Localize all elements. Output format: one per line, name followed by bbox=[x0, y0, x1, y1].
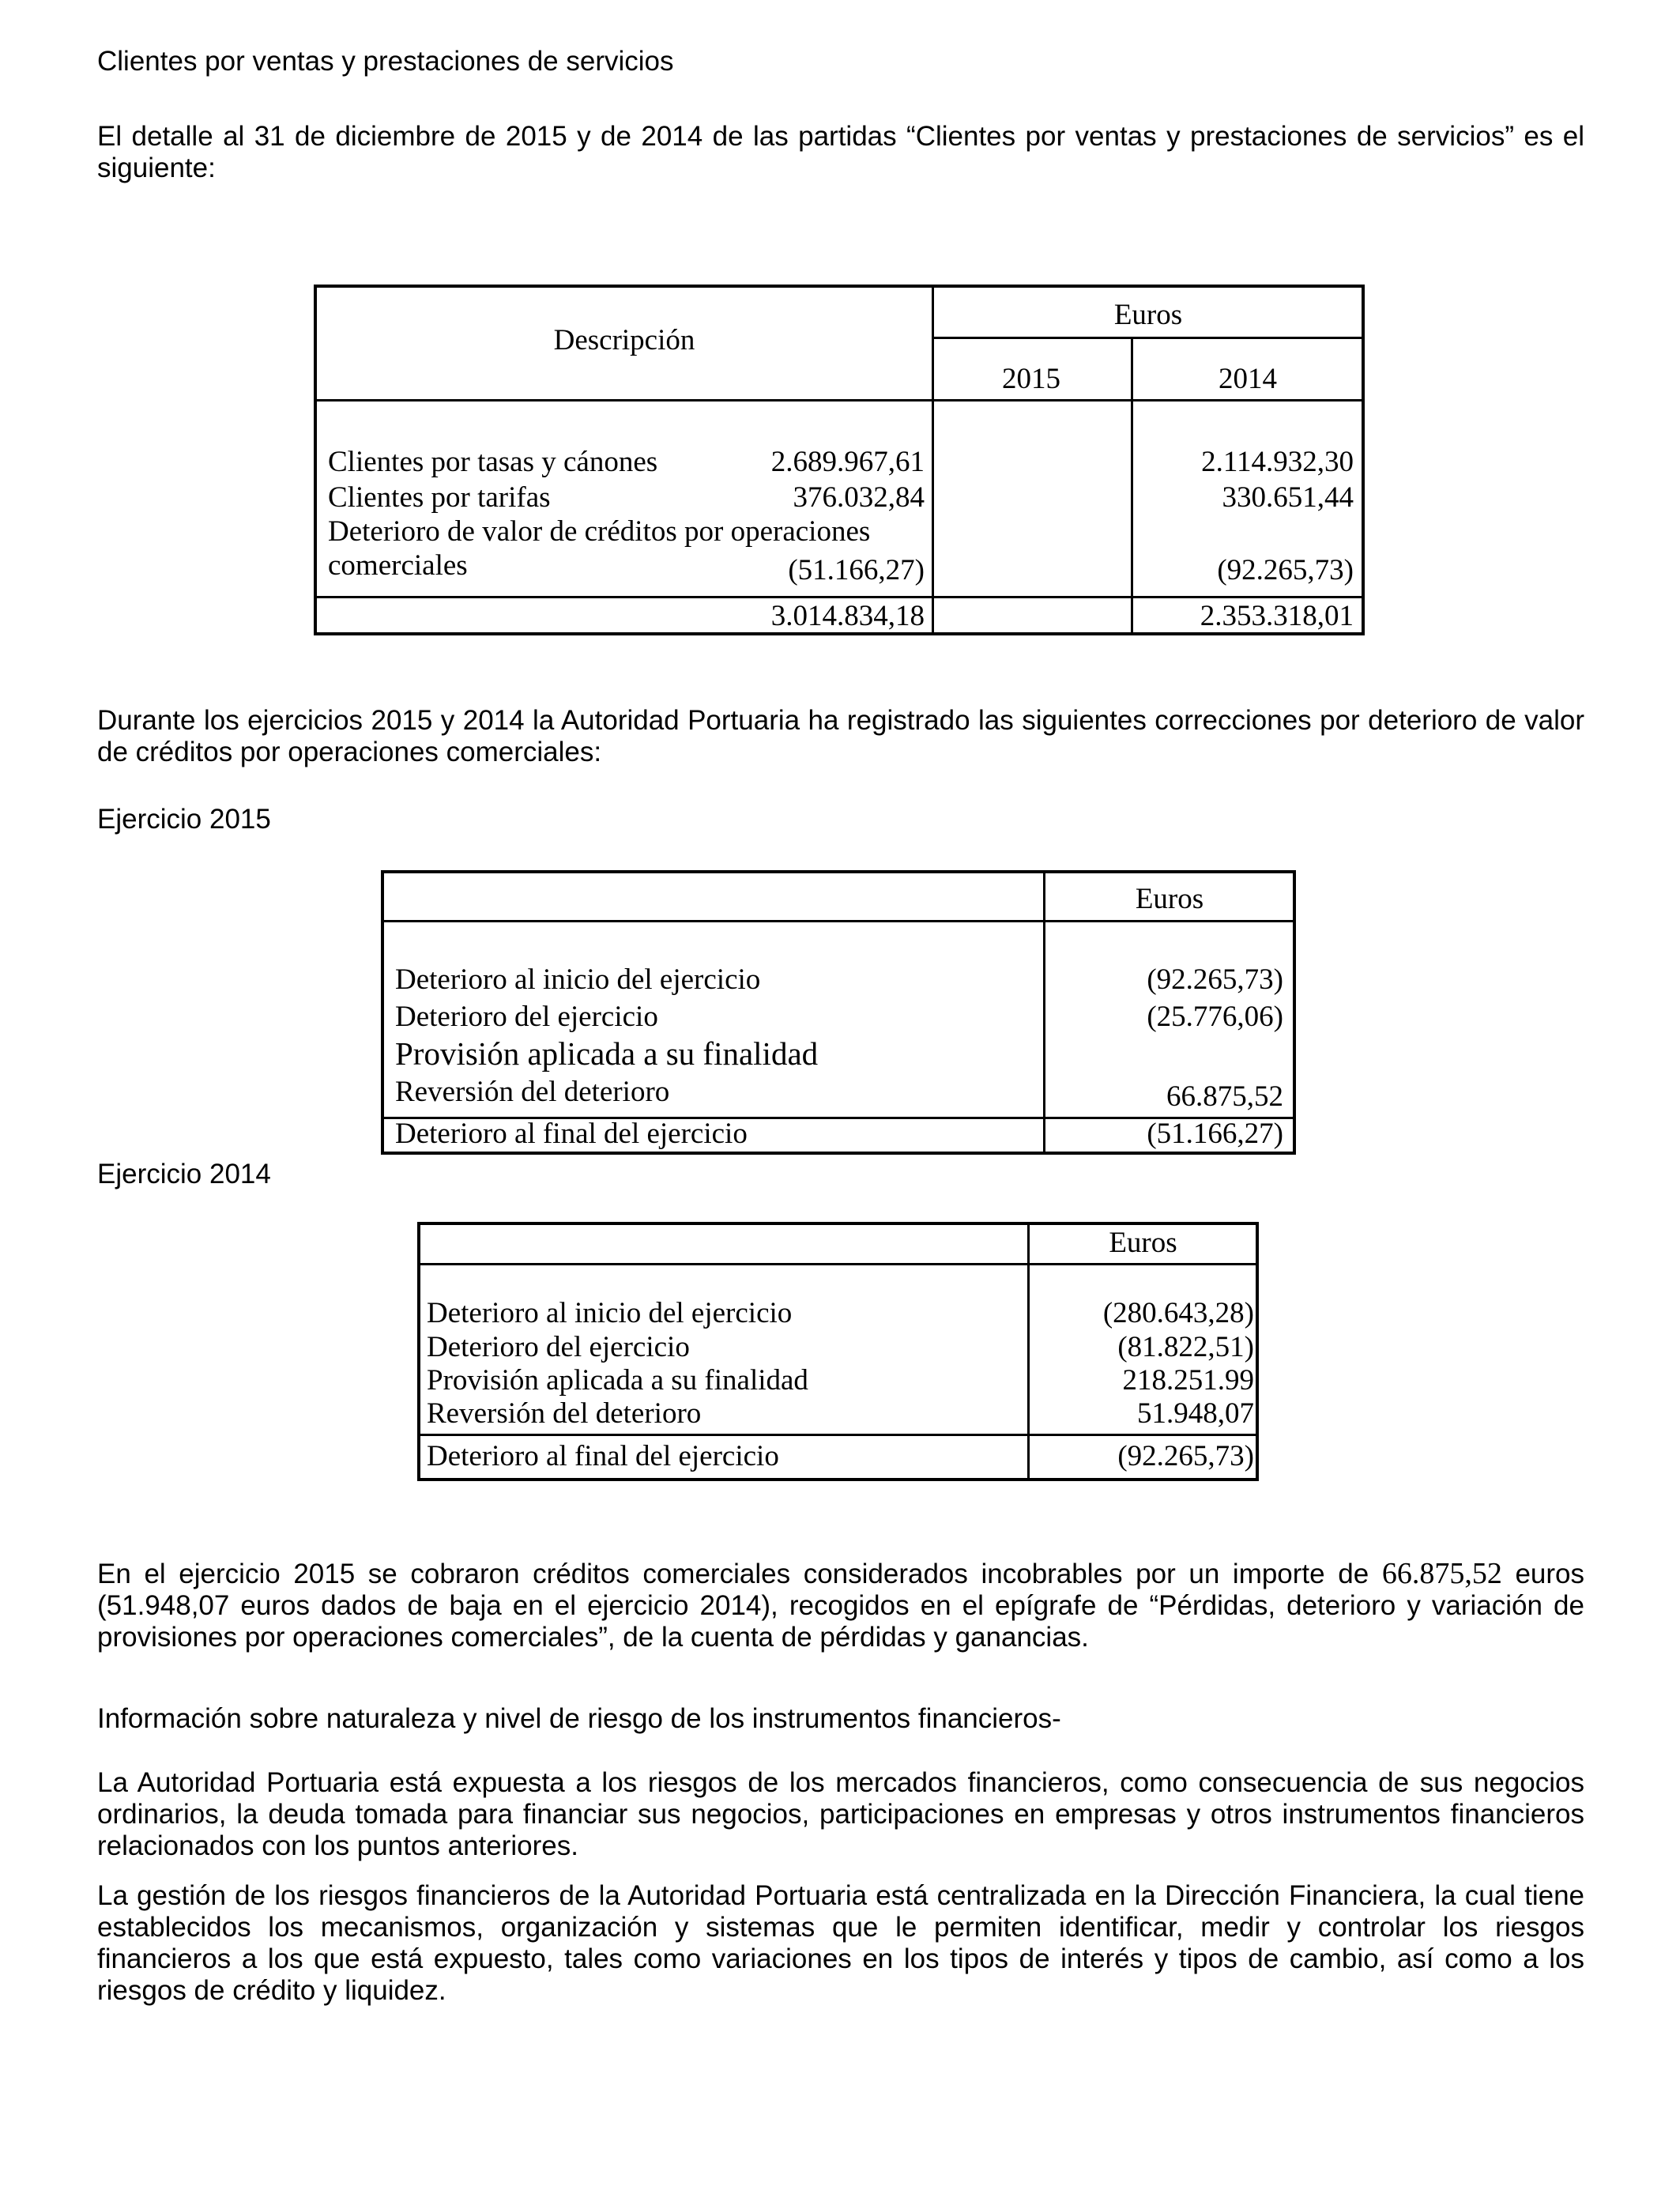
final-label: Deterioro al final del ejercicio bbox=[427, 1440, 779, 1472]
cell-2015: 2.689.967,61 bbox=[770, 446, 925, 478]
cell-2015: (51.166,27) bbox=[788, 554, 925, 586]
ejercicio-2014-title: Ejercicio 2014 bbox=[97, 1159, 271, 1189]
cell-2015: 376.032,84 bbox=[793, 481, 925, 514]
paragraph-mercados: La Autoridad Portuaria está expuesta a los riesgos de los mercados financieros, como consecuencia de sus negocios ordinarios, la deuda tomada para financiar sus negocios, participaciones en empresas y otros instrumentos financieros relacionados con los puntos anteriores. bbox=[97, 1767, 1584, 1861]
paragraph-correcciones: Durante los ejercicios 2015 y 2014 la Autoridad Portuaria ha registrado las siguientes correcciones por deterioro de valor de créditos por operaciones comerciales: bbox=[97, 705, 1584, 767]
row-value: 51.948,07 bbox=[1137, 1397, 1254, 1430]
section-heading: Clientes por ventas y prestaciones de servicios bbox=[97, 46, 674, 77]
intro-paragraph: El detalle al 31 de diciembre de 2015 y de 2014 de las partidas “Clientes por ventas y prestaciones de servicios” es el siguiente: bbox=[97, 121, 1584, 183]
final-value: (92.265,73) bbox=[1117, 1440, 1254, 1472]
row-label: Provisión aplicada a su finalidad bbox=[395, 1035, 819, 1072]
row-value: (81.822,51) bbox=[1117, 1331, 1254, 1363]
header-euros: Euros bbox=[1109, 1227, 1177, 1259]
cell-2014: 330.651,44 bbox=[1222, 481, 1354, 514]
para3-text-a: En el ejercicio 2015 se cobraron créditos comerciales considerados incobrables por un importe de bbox=[97, 1559, 1382, 1589]
row-value: (25.776,06) bbox=[1147, 1001, 1283, 1033]
row-label: Provisión aplicada a su finalidad bbox=[427, 1364, 808, 1397]
clientes-table bbox=[314, 285, 1365, 635]
row-value: (92.265,73) bbox=[1147, 963, 1283, 996]
header-2014: 2014 bbox=[1219, 363, 1277, 395]
paragraph-gestion: La gestión de los riesgos financieros de la Autoridad Portuaria está centralizada en la Dirección Financiera, la cual tiene establecidos los mecanismos, organización y sistemas que le permiten identificar, medir y controlar los riesgos financieros a los que está expuesto, tales como variaciones en los tipos de interés y tipos de cambio, así como a los riesgos de crédito y liquidez. bbox=[97, 1880, 1584, 2006]
row-label: Reversión del deterioro bbox=[427, 1397, 702, 1430]
ejercicio-2015-title: Ejercicio 2015 bbox=[97, 804, 271, 835]
row-label: Reversión del deterioro bbox=[395, 1076, 670, 1108]
row-value: 218.251.99 bbox=[1122, 1364, 1254, 1397]
ejercicio-2015-table bbox=[381, 870, 1296, 1155]
final-label: Deterioro al final del ejercicio bbox=[395, 1118, 748, 1150]
paragraph-riesgo-heading: Información sobre naturaleza y nivel de riesgo de los instrumentos financieros- bbox=[97, 1703, 1061, 1734]
cell-2014: 2.114.932,30 bbox=[1201, 446, 1354, 478]
row-label: Deterioro del ejercicio bbox=[395, 1001, 658, 1033]
header-euros: Euros bbox=[1113, 299, 1183, 331]
header-2015: 2015 bbox=[1002, 363, 1060, 395]
row-label: Deterioro del ejercicio bbox=[427, 1331, 690, 1363]
total-2015: 3.014.834,18 bbox=[770, 600, 925, 632]
paragraph-incobrables bbox=[97, 1558, 1584, 1653]
row-label: Deterioro de valor de créditos por operaciones bbox=[328, 515, 871, 548]
final-value: (51.166,27) bbox=[1147, 1118, 1283, 1150]
row-label: Deterioro al inicio del ejercicio bbox=[427, 1297, 793, 1329]
row-label: Deterioro al inicio del ejercicio bbox=[395, 963, 761, 996]
cell-2014: (92.265,73) bbox=[1217, 554, 1354, 586]
row-label: Clientes por tarifas bbox=[328, 481, 551, 514]
row-label-cont: comerciales bbox=[328, 549, 468, 582]
row-label: Clientes por tasas y cánones bbox=[328, 446, 658, 478]
row-value: (280.643,28) bbox=[1102, 1297, 1254, 1329]
row-value: 66.875,52 bbox=[1166, 1080, 1283, 1113]
para3-amount: 66.875,52 bbox=[1381, 1557, 1502, 1590]
ejercicio-2014-table bbox=[417, 1222, 1259, 1481]
header-euros: Euros bbox=[1135, 883, 1204, 915]
header-descripcion: Descripción bbox=[553, 324, 695, 356]
para3-text-b: euros (51.948,07 euros dados de baja en el ejercicio 2014), recogidos en el epígrafe de “Pérdidas, deterioro y variación de provisiones por operaciones comerciales”, de la cuenta de pérdidas y ganancias. bbox=[97, 1559, 1584, 1653]
total-2014: 2.353.318,01 bbox=[1200, 600, 1354, 632]
